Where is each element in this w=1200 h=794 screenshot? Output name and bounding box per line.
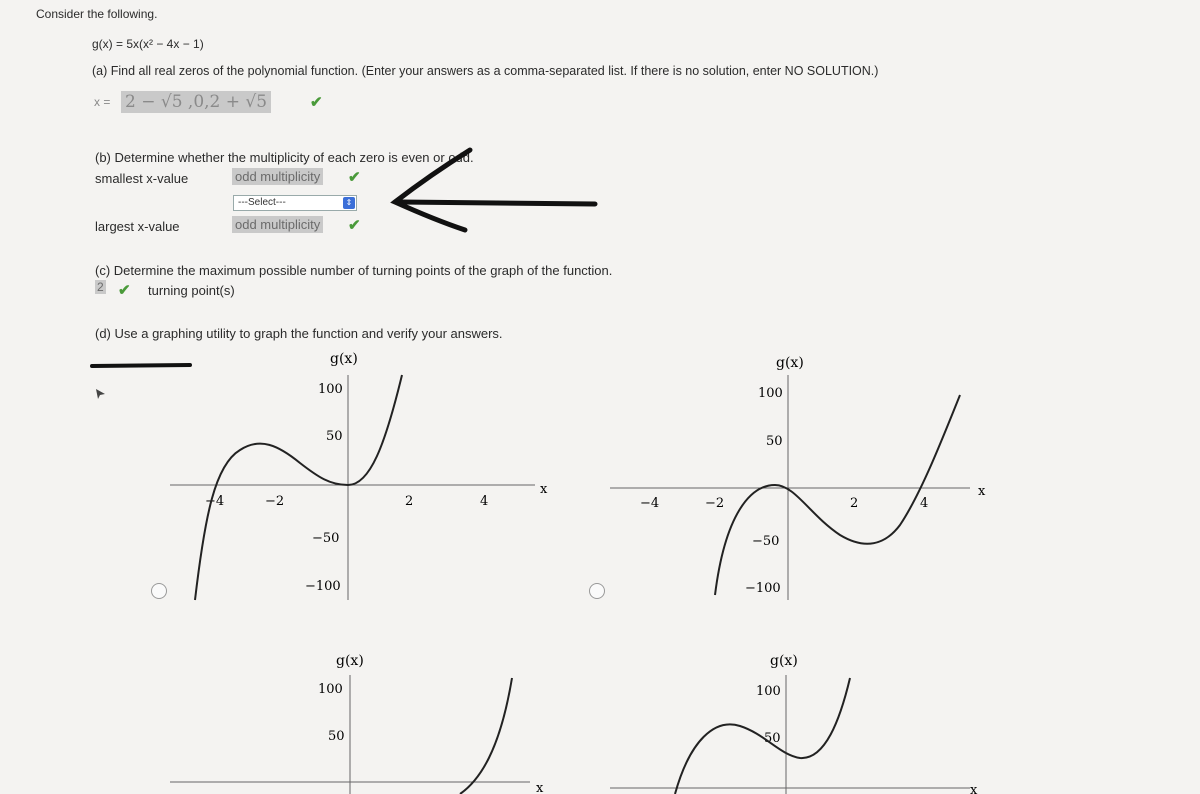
tick-label: −100 [305,579,341,594]
y-axis-label: g(x) [330,351,358,367]
largest-x-label: largest x-value [95,219,180,234]
middle-multiplicity-select[interactable] [233,195,357,211]
tick-label: 50 [766,434,783,449]
y-axis-label: g(x) [776,355,804,371]
tick-label: 100 [318,682,343,697]
tick-label: 100 [758,386,783,401]
tick-label: 4 [920,496,929,511]
check-icon: ✔ [310,94,323,111]
part-c-prompt: (c) Determine the maximum possible number of turning points of the graph of the function. [95,263,613,278]
smallest-multiplicity-select[interactable]: odd multiplicity [232,168,323,185]
function-definition: g(x) = 5x(x² − 4x − 1) [92,37,204,51]
tick-label: 2 [850,496,859,511]
check-icon: ✔ [348,217,361,234]
zeros-answer-field[interactable]: 2 − √5 ,0,2 + √5 [121,91,271,113]
check-icon: ✔ [348,169,361,186]
part-a-prompt: (a) Find all real zeros of the polynomial function. (Enter your answers as a comma-separated list. If there is no solution, enter NO SOLUTION.) [92,64,879,78]
largest-multiplicity-select[interactable]: odd multiplicity [232,216,323,233]
x-axis-label: x [978,484,986,499]
header-text: Consider the following. [36,7,158,21]
tick-label: 100 [318,382,343,397]
tick-label: −50 [312,531,340,546]
part-b-prompt: (b) Determine whether the multiplicity of each zero is even or odd. [95,150,474,165]
graph-option-3 [160,640,560,794]
tick-label: 2 [405,494,414,509]
x-axis-label: x [536,781,544,794]
y-axis-label: g(x) [770,653,798,669]
x-axis-label: x [540,482,548,497]
x-axis-label: x [970,783,978,794]
smallest-x-label: smallest x-value [95,171,189,186]
tick-label: 50 [764,731,781,746]
function-curve [460,678,512,794]
x-equals-label: x = [94,95,111,109]
tick-label: −2 [265,494,285,509]
function-curve [715,395,960,595]
graph-option-2 [600,345,1000,605]
cursor-icon [95,388,107,400]
tick-label: −4 [640,496,660,511]
select-placeholder: ---Select--- [238,197,286,208]
tick-label: −4 [205,494,225,509]
check-icon: ✔ [118,282,131,299]
part-d-prompt: (d) Use a graphing utility to graph the function and verify your answers. [95,326,503,341]
tick-label: −2 [705,496,725,511]
turning-points-suffix: turning point(s) [148,283,235,298]
tick-label: 50 [328,729,345,744]
turning-points-field[interactable]: 2 [97,280,104,294]
function-curve [195,375,402,600]
tick-label: 4 [480,494,489,509]
y-axis-label: g(x) [336,653,364,669]
graph-option-4 [600,640,1000,794]
tick-label: 100 [756,684,781,699]
handdrawn-arrow-annotation [380,140,620,240]
select-arrow-icon: ⇕ [343,197,355,209]
tick-label: 50 [326,429,343,444]
graph-option-1 [160,345,560,605]
tick-label: −100 [745,581,781,596]
tick-label: −50 [752,534,780,549]
